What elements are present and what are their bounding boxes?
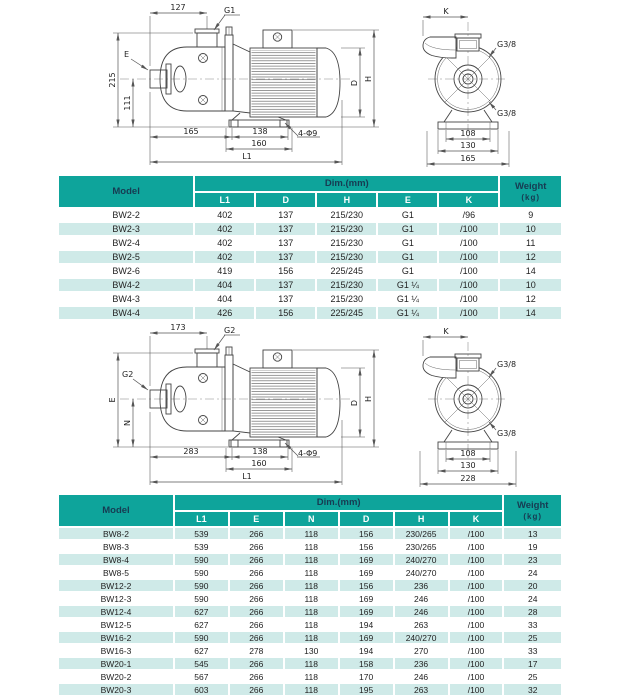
table-row xyxy=(58,579,562,592)
seal-housing xyxy=(225,347,233,431)
value-cell: 169 xyxy=(339,566,394,579)
col-E: E xyxy=(229,511,284,527)
value-cell: 118 xyxy=(284,592,339,605)
value-cell: G1 ¼ xyxy=(377,292,438,306)
dimension-label: 165 xyxy=(460,154,476,163)
value-cell: 118 xyxy=(284,631,339,644)
value-cell: 266 xyxy=(229,592,284,605)
value-cell: 215/230 xyxy=(316,236,377,250)
table2-wrapper xyxy=(57,493,563,697)
weight-header xyxy=(499,175,562,208)
model-cell: BW20-3 xyxy=(58,683,174,696)
dimension-label: N xyxy=(123,420,132,426)
value-cell: 266 xyxy=(229,566,284,579)
dimension-label: K xyxy=(443,7,449,16)
model-cell: BW16-2 xyxy=(58,631,174,644)
holes-callout xyxy=(285,123,320,138)
port-left-label xyxy=(124,50,148,70)
model-cell: BW12-4 xyxy=(58,605,174,618)
plug-label: G3/8 xyxy=(497,109,517,118)
dimension-label: 215 xyxy=(108,72,117,88)
value-cell: 137 xyxy=(255,250,316,264)
model-header: Model xyxy=(58,175,194,208)
value-cell: 118 xyxy=(284,670,339,683)
value-cell: 215/230 xyxy=(316,292,377,306)
model-cell: BW2-3 xyxy=(58,222,194,236)
dimension-label: D xyxy=(350,399,359,407)
end-view-pump-bw8 xyxy=(420,327,516,487)
value-cell: 137 xyxy=(255,208,316,222)
dimensions-table-bw2-bw4 xyxy=(57,174,563,321)
value-cell: 266 xyxy=(229,605,284,618)
value-cell: 158 xyxy=(339,657,394,670)
port-label: G2 xyxy=(224,326,236,335)
value-cell: 246 xyxy=(394,592,449,605)
table-row xyxy=(58,644,562,657)
top-port xyxy=(455,34,481,51)
value-cell: 266 xyxy=(229,657,284,670)
value-cell: 20 xyxy=(503,579,562,592)
port-label: G2 xyxy=(122,370,134,379)
top-port xyxy=(455,354,481,371)
col-E: E xyxy=(377,192,438,208)
value-cell: 118 xyxy=(284,683,339,696)
value-cell: 24 xyxy=(503,592,562,605)
value-cell: 240/270 xyxy=(394,631,449,644)
table1-body xyxy=(58,208,562,320)
pump-drawing-bw8-bw20 xyxy=(0,323,618,491)
value-cell: 230/265 xyxy=(394,527,449,540)
value-cell: 539 xyxy=(174,527,229,540)
value-cell: /100 xyxy=(449,657,504,670)
value-cell: 156 xyxy=(339,527,394,540)
value-cell: /100 xyxy=(438,236,499,250)
seal-housing xyxy=(225,27,233,111)
dimension-label: 108 xyxy=(460,449,476,458)
dimension-label: 173 xyxy=(170,323,186,332)
dim-N xyxy=(123,399,133,447)
weight-unit: (kg) xyxy=(523,511,543,521)
model-cell: BW2-6 xyxy=(58,264,194,278)
value-cell: 19 xyxy=(503,540,562,553)
col-L1: L1 xyxy=(174,511,229,527)
value-cell: 402 xyxy=(194,236,255,250)
base-foot xyxy=(229,113,289,127)
weight-label: Weight xyxy=(514,180,547,192)
value-cell: 170 xyxy=(339,670,394,683)
dimension-label: 138 xyxy=(252,447,268,456)
value-cell: 14 xyxy=(499,264,562,278)
plug-label: G3/8 xyxy=(497,429,517,438)
table-row xyxy=(58,540,562,553)
value-cell: 25 xyxy=(503,670,562,683)
value-cell: 278 xyxy=(229,644,284,657)
value-cell: 215/230 xyxy=(316,222,377,236)
value-cell: 266 xyxy=(229,670,284,683)
value-cell: 225/245 xyxy=(316,264,377,278)
table-row xyxy=(58,527,562,540)
table-row xyxy=(58,250,562,264)
value-cell: G1 xyxy=(377,222,438,236)
value-cell: /100 xyxy=(449,683,504,696)
value-cell: 118 xyxy=(284,579,339,592)
motor-adapter xyxy=(233,44,250,113)
value-cell: 266 xyxy=(229,553,284,566)
dim-D xyxy=(341,368,365,437)
table-row xyxy=(58,278,562,292)
discharge-port xyxy=(195,349,219,367)
value-cell: G1 xyxy=(377,264,438,278)
value-cell: 156 xyxy=(255,264,316,278)
value-cell: 236 xyxy=(394,657,449,670)
value-cell: 266 xyxy=(229,527,284,540)
dim-K xyxy=(423,327,468,356)
value-cell: 404 xyxy=(194,292,255,306)
value-cell: 10 xyxy=(499,278,562,292)
value-cell: 130 xyxy=(284,644,339,657)
value-cell: 12 xyxy=(499,250,562,264)
motor-fins xyxy=(252,370,316,435)
plug-label: G3/8 xyxy=(497,40,517,49)
model-cell: BW2-5 xyxy=(58,250,194,264)
value-cell: /100 xyxy=(449,592,504,605)
holes-label: 4-Φ9 xyxy=(298,129,318,138)
port-top-label xyxy=(214,6,240,30)
dim-header: Dim.(mm) xyxy=(194,175,499,192)
value-cell: /100 xyxy=(449,540,504,553)
value-cell: /100 xyxy=(449,579,504,592)
value-cell: 402 xyxy=(194,222,255,236)
dimension-label: 160 xyxy=(251,459,267,468)
col-K: K xyxy=(449,511,504,527)
value-cell: 263 xyxy=(394,683,449,696)
value-cell: 590 xyxy=(174,566,229,579)
value-cell: /100 xyxy=(449,527,504,540)
value-cell: 25 xyxy=(503,631,562,644)
value-cell: 137 xyxy=(255,292,316,306)
value-cell: 270 xyxy=(394,644,449,657)
plug-bottom-callout xyxy=(489,102,516,118)
value-cell: 195 xyxy=(339,683,394,696)
value-cell: 23 xyxy=(503,553,562,566)
value-cell: 266 xyxy=(229,618,284,631)
col-D: D xyxy=(339,511,394,527)
table-row xyxy=(58,553,562,566)
model-cell: BW16-3 xyxy=(58,644,174,657)
dimension-label: E xyxy=(108,397,117,403)
value-cell: 215/230 xyxy=(316,250,377,264)
value-cell: 137 xyxy=(255,222,316,236)
table-row xyxy=(58,292,562,306)
value-cell: G1 xyxy=(377,250,438,264)
dim-K xyxy=(423,7,468,36)
dim-D xyxy=(341,48,365,117)
discharge-elbow xyxy=(423,37,456,58)
side-view-pump-bw8 xyxy=(108,323,379,485)
side-view-pump-bw2 xyxy=(108,3,379,165)
model-cell: BW8-2 xyxy=(58,527,174,540)
value-cell: 12 xyxy=(499,292,562,306)
port-left-label xyxy=(122,370,148,390)
dimension-label: 160 xyxy=(251,139,267,148)
col-L1: L1 xyxy=(194,192,255,208)
weight-header xyxy=(503,494,562,527)
value-cell: 627 xyxy=(174,618,229,631)
col-K: K xyxy=(438,192,499,208)
value-cell: 225/245 xyxy=(316,306,377,320)
model-header: Model xyxy=(58,494,174,527)
dim-165 xyxy=(150,92,232,140)
value-cell: G1 ¼ xyxy=(377,306,438,320)
value-cell: 14 xyxy=(499,306,562,320)
value-cell: 426 xyxy=(194,306,255,320)
value-cell: 230/265 xyxy=(394,540,449,553)
model-cell: BW12-2 xyxy=(58,579,174,592)
model-cell: BW8-4 xyxy=(58,553,174,566)
table2-body xyxy=(58,527,562,696)
base-foot xyxy=(229,433,289,447)
value-cell: 266 xyxy=(229,540,284,553)
table-row xyxy=(58,222,562,236)
weight-unit: (kg) xyxy=(521,192,541,202)
value-cell: 590 xyxy=(174,579,229,592)
value-cell: 118 xyxy=(284,566,339,579)
table-row xyxy=(58,618,562,631)
model-cell: BW20-1 xyxy=(58,657,174,670)
model-cell: BW8-3 xyxy=(58,540,174,553)
table-row xyxy=(58,631,562,644)
value-cell: 118 xyxy=(284,527,339,540)
value-cell: /100 xyxy=(449,631,504,644)
value-cell: 246 xyxy=(394,670,449,683)
value-cell: 169 xyxy=(339,553,394,566)
value-cell: 32 xyxy=(503,683,562,696)
dimension-label: L1 xyxy=(242,472,252,481)
value-cell: 402 xyxy=(194,250,255,264)
col-H: H xyxy=(394,511,449,527)
value-cell: 118 xyxy=(284,540,339,553)
value-cell: 169 xyxy=(339,605,394,618)
value-cell: /100 xyxy=(438,292,499,306)
table-row xyxy=(58,264,562,278)
value-cell: 17 xyxy=(503,657,562,670)
dimension-label: H xyxy=(364,75,373,83)
motor xyxy=(250,350,340,437)
model-cell: BW2-4 xyxy=(58,236,194,250)
value-cell: 156 xyxy=(339,540,394,553)
col-D: D xyxy=(255,192,316,208)
value-cell: /100 xyxy=(438,278,499,292)
dimension-label: 165 xyxy=(183,127,199,136)
value-cell: 539 xyxy=(174,540,229,553)
value-cell: 263 xyxy=(394,618,449,631)
value-cell: 169 xyxy=(339,592,394,605)
dimension-label: K xyxy=(443,327,449,336)
dimension-label: 138 xyxy=(252,127,268,136)
value-cell: /100 xyxy=(449,618,504,631)
value-cell: 266 xyxy=(229,579,284,592)
port-label: G1 xyxy=(224,6,236,15)
value-cell: 627 xyxy=(174,605,229,618)
holes-callout xyxy=(285,443,320,458)
value-cell: 215/230 xyxy=(316,208,377,222)
table-row xyxy=(58,657,562,670)
motor-adapter xyxy=(233,364,250,433)
end-view-pump-bw2 xyxy=(423,7,516,167)
value-cell: /100 xyxy=(449,644,504,657)
model-cell: BW2-2 xyxy=(58,208,194,222)
table1-wrapper xyxy=(57,174,563,321)
value-cell: /100 xyxy=(449,553,504,566)
value-cell: 246 xyxy=(394,605,449,618)
value-cell: 24 xyxy=(503,566,562,579)
dimension-label: 127 xyxy=(170,3,186,12)
value-cell: 590 xyxy=(174,553,229,566)
value-cell: 10 xyxy=(499,222,562,236)
value-cell: 118 xyxy=(284,618,339,631)
table-row xyxy=(58,236,562,250)
value-cell: 215/230 xyxy=(316,278,377,292)
value-cell: G1 ¼ xyxy=(377,278,438,292)
value-cell: 118 xyxy=(284,657,339,670)
value-cell: 419 xyxy=(194,264,255,278)
motor-fins xyxy=(252,50,316,115)
table-row xyxy=(58,306,562,320)
table-row xyxy=(58,605,562,618)
model-cell: BW20-2 xyxy=(58,670,174,683)
port-label: E xyxy=(124,50,130,59)
port-top-label xyxy=(214,326,240,350)
dim-header: Dim.(mm) xyxy=(174,494,504,511)
plug-label: G3/8 xyxy=(497,360,517,369)
value-cell: 236 xyxy=(394,579,449,592)
value-cell: /100 xyxy=(438,222,499,236)
value-cell: /96 xyxy=(438,208,499,222)
dimension-label: H xyxy=(364,395,373,403)
value-cell: 240/270 xyxy=(394,566,449,579)
value-cell: 266 xyxy=(229,631,284,644)
dim-283 xyxy=(150,412,232,460)
value-cell: 118 xyxy=(284,553,339,566)
value-cell: 590 xyxy=(174,631,229,644)
value-cell: /100 xyxy=(438,264,499,278)
value-cell: 240/270 xyxy=(394,553,449,566)
dimension-label: 111 xyxy=(123,95,132,111)
value-cell: 627 xyxy=(174,644,229,657)
dim-111 xyxy=(123,79,133,127)
value-cell: /100 xyxy=(449,670,504,683)
value-cell: /100 xyxy=(438,306,499,320)
dimension-label: 108 xyxy=(460,129,476,138)
value-cell: 118 xyxy=(284,605,339,618)
value-cell: 33 xyxy=(503,618,562,631)
value-cell: 266 xyxy=(229,683,284,696)
model-cell: BW4-2 xyxy=(58,278,194,292)
holes-label: 4-Φ9 xyxy=(298,449,318,458)
dimension-label: L1 xyxy=(242,152,252,161)
value-cell: 402 xyxy=(194,208,255,222)
value-cell: 13 xyxy=(503,527,562,540)
model-cell: BW4-3 xyxy=(58,292,194,306)
motor xyxy=(250,30,340,117)
value-cell: 137 xyxy=(255,278,316,292)
value-cell: 194 xyxy=(339,644,394,657)
table-row xyxy=(58,592,562,605)
value-cell: /100 xyxy=(438,250,499,264)
plug-top-callout xyxy=(489,360,516,377)
plug-top-callout xyxy=(489,40,516,57)
dimension-label: 283 xyxy=(183,447,199,456)
value-cell: /100 xyxy=(449,566,504,579)
value-cell: 28 xyxy=(503,605,562,618)
value-cell: 194 xyxy=(339,618,394,631)
col-H: H xyxy=(316,192,377,208)
value-cell: 404 xyxy=(194,278,255,292)
value-cell: 11 xyxy=(499,236,562,250)
table-row xyxy=(58,670,562,683)
dimension-label: D xyxy=(350,79,359,87)
model-cell: BW4-4 xyxy=(58,306,194,320)
discharge-elbow xyxy=(423,357,456,378)
value-cell: 603 xyxy=(174,683,229,696)
value-cell: 590 xyxy=(174,592,229,605)
dimension-label: 130 xyxy=(460,461,476,470)
pump-drawing-bw2-bw4 xyxy=(0,0,618,172)
value-cell: G1 xyxy=(377,208,438,222)
weight-label: Weight xyxy=(516,499,549,511)
value-cell: G1 xyxy=(377,236,438,250)
model-cell: BW12-3 xyxy=(58,592,174,605)
table-row xyxy=(58,683,562,696)
dimension-label: 130 xyxy=(460,141,476,150)
value-cell: 169 xyxy=(339,631,394,644)
value-cell: 545 xyxy=(174,657,229,670)
model-cell: BW8-5 xyxy=(58,566,174,579)
plug-bottom-callout xyxy=(489,422,516,438)
discharge-port xyxy=(195,29,219,47)
value-cell: 9 xyxy=(499,208,562,222)
value-cell: /100 xyxy=(449,605,504,618)
value-cell: 137 xyxy=(255,236,316,250)
col-N: N xyxy=(284,511,339,527)
value-cell: 33 xyxy=(503,644,562,657)
table-row xyxy=(58,208,562,222)
table-row xyxy=(58,566,562,579)
model-cell: BW12-5 xyxy=(58,618,174,631)
value-cell: 156 xyxy=(339,579,394,592)
value-cell: 156 xyxy=(255,306,316,320)
dimension-label: 228 xyxy=(460,474,476,483)
dimensions-table-bw8-bw20 xyxy=(57,493,563,697)
value-cell: 567 xyxy=(174,670,229,683)
